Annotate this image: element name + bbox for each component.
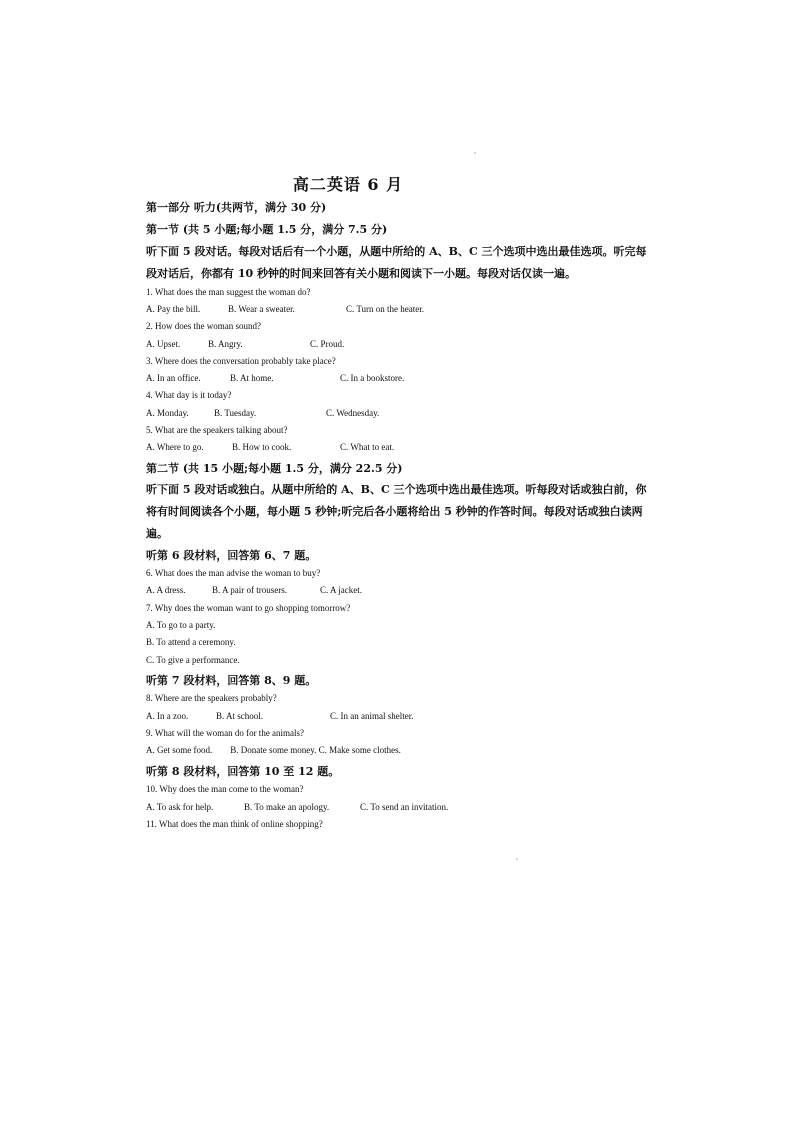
option-c: C. Turn on the heater. [346, 304, 424, 314]
option-a: A. Upset. [146, 339, 181, 349]
option-c: C. In a bookstore. [340, 373, 405, 383]
question-6: 6. What does the man advise the woman to buy? [146, 568, 321, 578]
section1-heading: 第一节 (共 5 小题;每小题 1.5 分，满分 7.5 分) [146, 223, 388, 236]
option-a: A. A dress. [146, 585, 186, 595]
question-11: 11. What does the man think of online shopping? [146, 819, 323, 829]
option-c: C. What to eat. [340, 442, 395, 452]
option-b: B. At home. [230, 373, 274, 383]
scan-speck [516, 858, 518, 860]
section2-instruction-line1: 听下面 5 段对话或独白。从题中所给的 A、B、C 三个选项中选出最佳选项。听每段对话或独白前，你 [146, 483, 647, 496]
option-c: C. To send an invitation. [360, 802, 449, 812]
option-b: B. At school. [216, 711, 264, 721]
option-c: C. Wednesday. [326, 408, 380, 418]
page-title: 高二英语 6 月 [292, 175, 404, 194]
question-5: 5. What are the speakers talking about? [146, 425, 288, 435]
scan-speck [474, 152, 476, 154]
material-6-heading: 听第 6 段材料，回答第 6、7 题。 [146, 549, 317, 562]
question-7-option-a: A. To go to a party. [146, 620, 216, 630]
question-7-option-b: B. To attend a ceremony. [146, 637, 236, 647]
option-b: B. To make an apology. [244, 802, 330, 812]
section2-heading: 第二节 (共 15 小题;每小题 1.5 分，满分 22.5 分) [146, 462, 403, 475]
option-b: B. A pair of trousers. [212, 585, 287, 595]
section1-instruction-line2: 段对话后，你都有 10 秒钟的时间来回答有关小题和阅读下一小题。每段对话仅读一遍。 [146, 267, 576, 280]
option-a: A. In a zoo. [146, 711, 189, 721]
option-b: B. Tuesday. [214, 408, 257, 418]
question-10: 10. Why does the man come to the woman? [146, 784, 304, 794]
material-8-heading: 听第 8 段材料，回答第 10 至 12 题。 [146, 765, 340, 778]
option-a: A. Where to go. [146, 442, 204, 452]
section2-instruction-line3: 遍。 [146, 527, 168, 540]
option-b: B. How to cook. [232, 442, 292, 452]
section2-instruction-line2: 将有时间阅读各个小题，每小题 5 秒钟;听完后各小题将给出 5 秒钟的作答时间。每段对话或独白读两 [146, 505, 643, 518]
option-c: C. In an animal shelter. [330, 711, 414, 721]
option-b: B. Wear a sweater. [228, 304, 295, 314]
option-b: B. Angry. [208, 339, 243, 349]
question-4: 4. What day is it today? [146, 390, 232, 400]
question-7-option-c: C. To give a performance. [146, 655, 240, 665]
option-a: A. Monday. [146, 408, 189, 418]
question-1: 1. What does the man suggest the woman do? [146, 287, 311, 297]
option-a: A. Pay the bill. [146, 304, 201, 314]
question-8: 8. Where are the speakers probably? [146, 693, 277, 703]
material-7-heading: 听第 7 段材料，回答第 8、9 题。 [146, 674, 317, 687]
question-9: 9. What will the woman do for the animals? [146, 728, 305, 738]
part1-heading: 第一部分 听力(共两节，满分 30 分) [146, 201, 327, 214]
question-3: 3. Where does the conversation probably take place? [146, 356, 336, 366]
option-c: C. Proud. [310, 339, 345, 349]
question-7: 7. Why does the woman want to go shopping tomorrow? [146, 603, 351, 613]
question-9-options: A. Get some food. B. Donate some money. C. Make some clothes. [146, 745, 401, 755]
option-c: C. A jacket. [320, 585, 362, 595]
option-a: A. To ask for help. [146, 802, 214, 812]
option-a: A. In an office. [146, 373, 201, 383]
section1-instruction-line1: 听下面 5 段对话。每段对话后有一个小题，从题中所给的 A、B、C 三个选项中选出最佳选项。听完每 [146, 245, 647, 258]
question-2: 2. How does the woman sound? [146, 321, 261, 331]
